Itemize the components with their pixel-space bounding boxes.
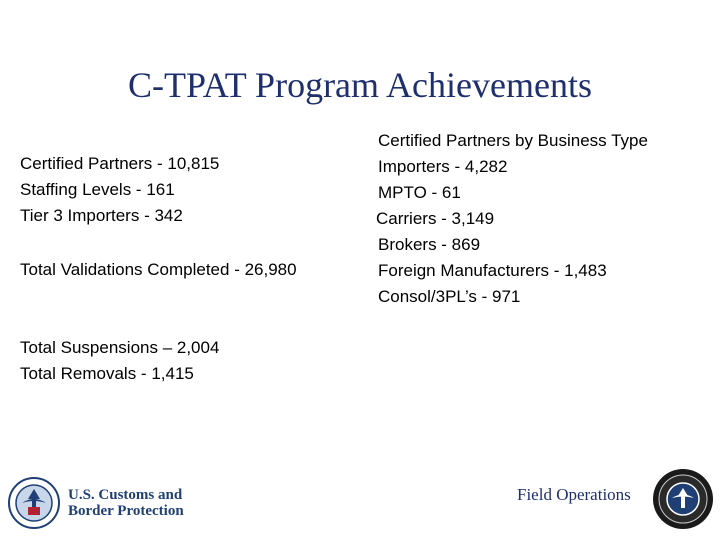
dhs-seal-icon <box>8 477 60 529</box>
enforcement-stats <box>20 335 219 387</box>
stat-total-validations: Total Validations Completed - 26,980 <box>20 260 297 279</box>
slide-title: C-TPAT Program Achievements <box>128 65 592 105</box>
stat-staffing-levels: Staffing Levels - 161 <box>20 180 175 199</box>
logo-line-1: U.S. Customs and <box>68 487 183 503</box>
validation-stats <box>20 257 297 283</box>
stat-tier3-importers: Tier 3 Importers - 342 <box>20 206 183 225</box>
business-type-foreign-manufacturers: Foreign Manufacturers - 1,483 <box>378 261 607 280</box>
business-type-breakdown <box>378 128 648 310</box>
stat-total-suspensions: Total Suspensions – 2,004 <box>20 338 220 357</box>
stat-total-removals: Total Removals - 1,415 <box>20 364 194 383</box>
business-type-carriers: Carriers - 3,149 <box>376 209 495 228</box>
logo-line-2: Border Protection <box>68 503 184 519</box>
stat-certified-partners: Certified Partners - 10,815 <box>20 154 220 173</box>
business-type-consol-3pl: Consol/3PL’s - 971 <box>378 287 521 306</box>
business-type-mpto: MPTO - 61 <box>378 183 461 202</box>
field-operations-badge-icon <box>652 468 714 530</box>
business-type-importers: Importers - 4,282 <box>378 157 508 176</box>
cbp-logo <box>8 476 184 530</box>
field-operations-label: Field Operations <box>517 485 631 504</box>
business-type-heading: Certified Partners by Business Type <box>378 131 648 150</box>
summary-stats <box>20 151 219 229</box>
business-type-brokers: Brokers - 869 <box>378 235 481 254</box>
